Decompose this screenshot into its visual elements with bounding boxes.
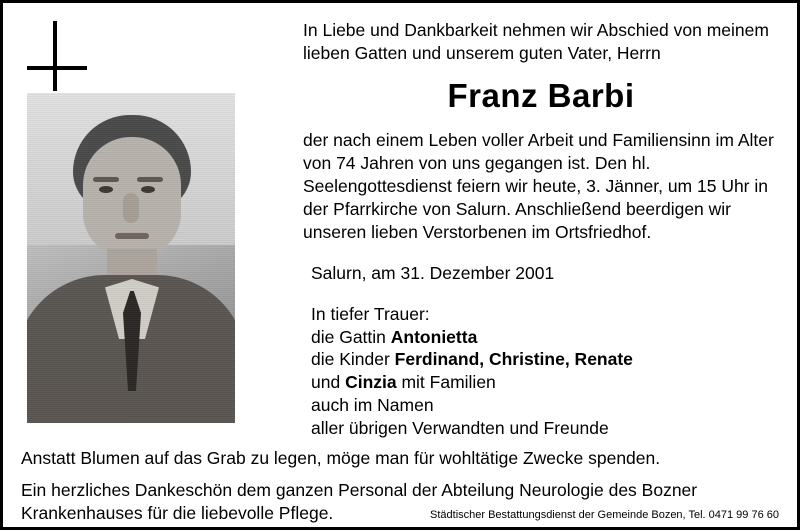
mourners-wife-prefix: die Gattin [311, 326, 391, 347]
mourners-block [311, 303, 779, 440]
funeral-service-footer: Städtischer Bestattungsdienst der Gemeinde Bozen, Tel. 0471 99 76 60 [430, 509, 779, 521]
mourners-heading: In tiefer Trauer: [311, 303, 430, 324]
notice-right-column [303, 17, 779, 439]
notice-top-area [21, 17, 779, 439]
notice-left-column [21, 17, 303, 423]
portrait-eye-left [99, 186, 113, 193]
mourners-cinzia-suffix: mit Familien [396, 372, 496, 393]
portrait-brow-left [93, 177, 119, 182]
mourners-children-names: Ferdinand, Christine, Renate [394, 349, 633, 370]
mourners-line-cinzia [311, 371, 779, 394]
mourners-line-relatives: aller übrigen Verwandten und Freunde [311, 417, 609, 438]
place-and-date: Salurn, am 31. Dezember 2001 [311, 263, 555, 284]
mourners-cinzia-prefix: und [311, 372, 346, 393]
portrait-photo [27, 93, 235, 423]
mourners-line-in-name-of: auch im Namen [311, 394, 434, 415]
cross-vertical-bar [53, 21, 57, 91]
mourners-wife-name: Antonietta [390, 326, 478, 347]
mourners-children-prefix: die Kinder [311, 349, 395, 370]
donation-note: Anstatt Blumen auf das Grab zu legen, möge man für wohltätige Zwecke spenden. [21, 448, 661, 469]
deceased-name: Franz Barbi [447, 77, 635, 115]
portrait-nose [123, 193, 139, 223]
notice-inner [3, 3, 797, 527]
cross-icon [27, 21, 97, 91]
intro-text: In Liebe und Dankbarkeit nehmen wir Abschied von meinem lieben Gatten und unserem guten Vater, Herrn [303, 20, 769, 64]
portrait-brow-right [137, 177, 163, 182]
portrait-mouth [115, 233, 149, 239]
thanks-note: Ein herzliches Dankeschön dem ganzen Personal der Abteilung Neurologie des Bozner Krankenhauses für die liebevolle Pflege. [21, 479, 698, 523]
portrait-eye-right [141, 186, 155, 193]
cross-horizontal-bar [27, 66, 87, 70]
mourners-line-wife [311, 326, 779, 349]
service-details-text: der nach einem Leben voller Arbeit und Familiensinn im Alter von 74 Jahren von uns gegangen ist. Den hl. Seelengottesdienst feiern wir heute, 3. Jänner, um 15 Uhr in der Pfarrkirche von Salurn. Anschließend beerdigen wir unseren lieben Verstorbenen im Ortsfriedhof. [303, 130, 774, 243]
mourners-cinzia-name: Cinzia [345, 372, 397, 393]
mourners-line-children [311, 348, 779, 371]
